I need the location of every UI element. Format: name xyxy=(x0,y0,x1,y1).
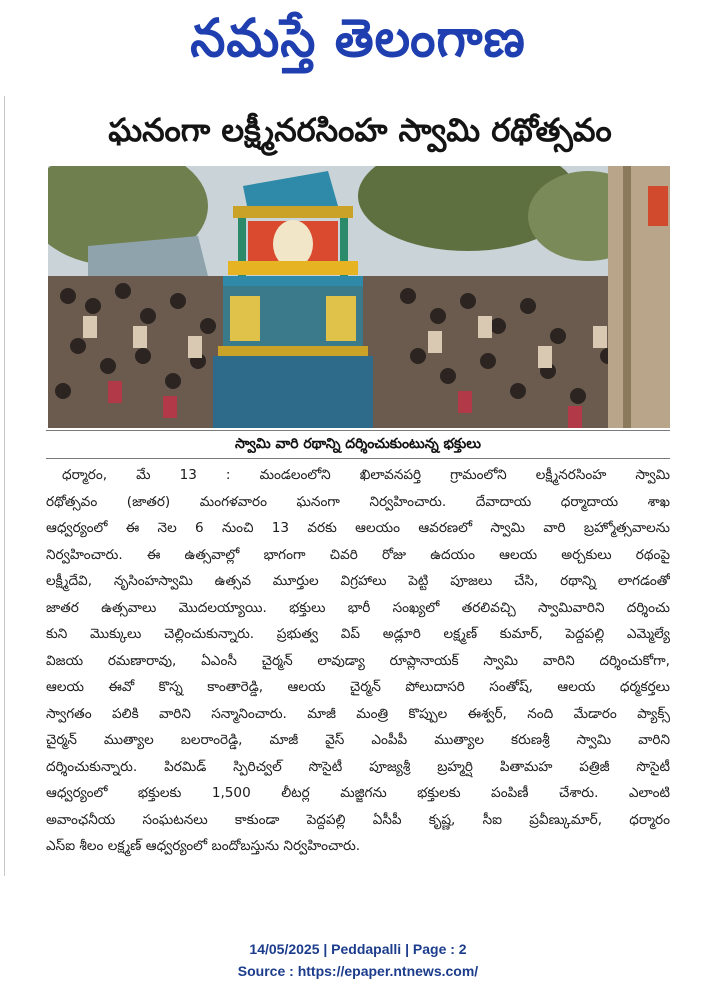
page-margin-rule xyxy=(4,96,5,876)
article-headline: ఘనంగా లక్ష్మీనరసింహ స్వామి రథోత్సవం xyxy=(108,111,612,149)
article-line: ఆధ్వర్యంలో ఈ నెల 6 నుంచి 13 వరకు ఆలయం ఆవరణలో స్వామి వారి బ్రహ్మోత్సవాలను xyxy=(46,520,670,536)
article-line: స్వాగతం పలికి వారిని సన్మానించారు. మాజీ మంత్రి కొప్పుల ఈశ్వర్, నంది మేడారం ప్యాక్స్ xyxy=(46,705,670,722)
temple-chariot-festival-photo xyxy=(48,166,670,428)
page-footer xyxy=(0,938,716,982)
article-line: నిర్వహించారు. ఈ ఉత్సవాల్లో భాగంగా చివరి రోజు ఉదయం ఆలయ అర్చకులు రథంపై xyxy=(46,546,670,563)
footer-source-link[interactable]: Source : https://epaper.ntnews.com/ xyxy=(237,963,479,979)
footer-date-edition: 14/05/2025 | Peddapalli | Page : 2 xyxy=(249,941,467,957)
caption-bottom-rule xyxy=(46,458,670,459)
article-line: ధర్మారం, మే 13 : మండలంలోని ఖిలావనపర్తి గ్రామంలోని లక్ష్మీనరసింహ స్వామి xyxy=(62,467,670,483)
article-line: అవాంఛనీయ సంఘటనలు కాకుండా పెద్దపల్లి ఏసీపీ కృష్ణ, సీఐ ప్రవీణ్కుమార్, ధర్మారం xyxy=(46,811,670,828)
article-line: దర్శించుకున్నారు. పిరమిడ్ స్పిరిచ్వల్ సొసైటీ పూజ్యశ్రీ బ్రహ్మర్షి పితామహ పత్రిజీ సొసైటీ xyxy=(46,758,670,775)
article-line: జాతర ఉత్సవాలు మొదలయ్యాయి. భక్తులు భారీ సంఖ్యలో తరలివచ్చి స్వామివారిని దర్శించు xyxy=(46,599,670,616)
photo-caption: స్వామి వారి రథాన్ని దర్శించుకుంటున్న భక్తులు xyxy=(235,436,481,452)
newspaper-masthead: నమస్తే తెలంగాణ xyxy=(190,7,526,69)
article-line: రథోత్సవం (జాతర) మంగళవారం ఘనంగా నిర్వహించారు. దేవాదాయ ధర్మాదాయ శాఖ xyxy=(46,493,670,510)
article-line: లక్ష్మీదేవి, నృసింహస్వామి ఉత్సవ మూర్తుల విగ్రహాలు పెట్టి పూజలు చేసి, రథాన్ని లాగడంతో xyxy=(46,573,670,589)
article-line: ఆలయ ఈవో కొస్న కాంతారెడ్డి, ఆలయ చైర్మన్ పోలుదాసరి సంతోష్, ఆలయ ధర్మకర్తలు xyxy=(46,679,670,695)
article-body xyxy=(46,462,670,860)
article-line: విజయ రమణారావు, ఏఎంసీ చైర్మన్ లావుడ్యా రూప్లానాయక్ స్వామి వారిని దర్శించుకోగా, xyxy=(46,652,670,669)
article-line: చైర్మన్ ముత్యాల బలరాంరెడ్డి, మాజీ వైస్ ఎంపీపీ ముత్యాల కరుణశ్రీ స్వామి వారిని xyxy=(46,732,670,748)
article-line: కుని మొక్కులు చెల్లించుకున్నారు. ప్రభుత్వ విప్ అడ్లూరి లక్ష్మణ్ కుమార్, పెద్దపల్లి ఎమ్మెల్యే xyxy=(46,626,670,642)
article-line: ఎస్ఐ శీలం లక్ష్మణ్ ఆధ్వర్యంలో బందోబస్తును నిర్వహించారు. xyxy=(46,838,361,854)
article-line: ఆధ్వర్యంలో భక్తులకు 1,500 లీటర్ల మజ్జిగను భక్తులకు పంపిణీ చేశారు. ఎలాంటి xyxy=(46,785,670,801)
